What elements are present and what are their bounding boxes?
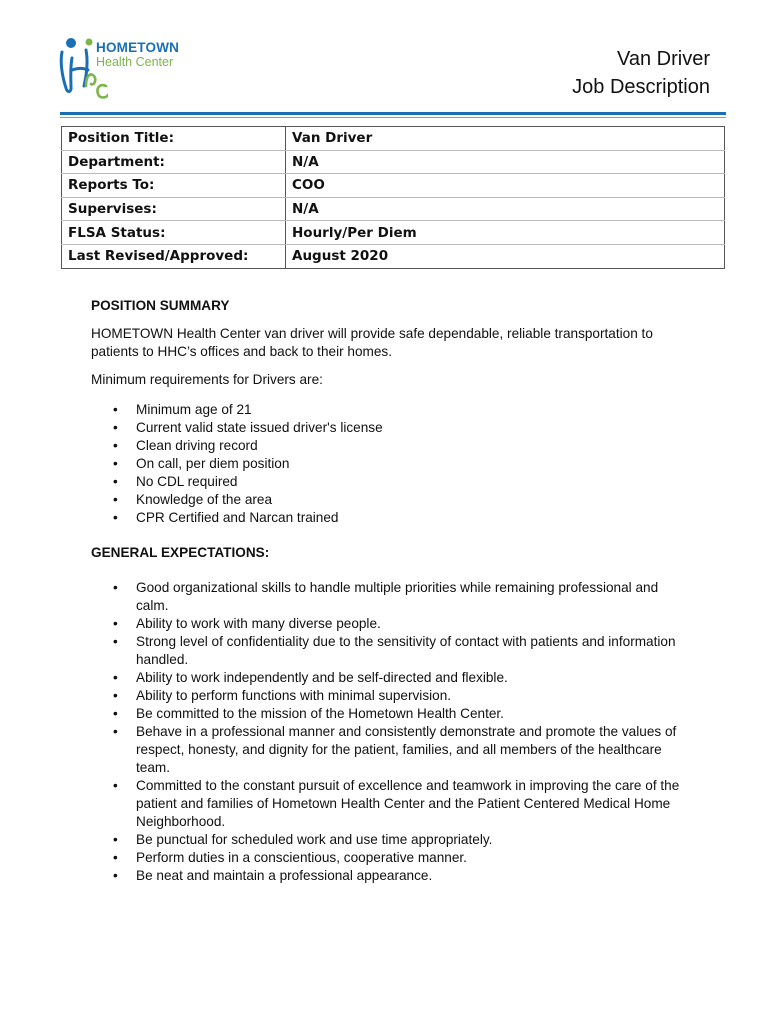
logo-wordmark-line1: HOMETOWN [96, 40, 180, 55]
expectation-item: • Be committed to the mission of the Hometown Health Center. [91, 705, 691, 723]
info-label: Department: [62, 150, 286, 174]
header-rule-green [60, 117, 726, 118]
requirements-list [91, 401, 691, 527]
info-label: Reports To: [62, 174, 286, 198]
document-title [572, 45, 710, 101]
expectation-item: • Committed to the constant pursuit of excellence and teamwork in improving the care of the patient and families of Hometown Health Center and the Patient Centered Medical Home Neighborhood. [91, 777, 691, 831]
position-summary-heading: POSITION SUMMARY [91, 298, 230, 313]
requirement-item: • Current valid state issued driver's license [91, 419, 691, 437]
expectation-item: • Ability to work independently and be self-directed and flexible. [91, 669, 691, 687]
document-body [91, 297, 691, 885]
info-value: Hourly/Per Diem [286, 221, 725, 245]
info-table-row [62, 221, 725, 245]
info-label: Last Revised/Approved: [62, 244, 286, 268]
general-expectations-heading: GENERAL EXPECTATIONS: [91, 545, 270, 560]
requirement-item: • Clean driving record [91, 437, 691, 455]
expectation-item: • Ability to work with many diverse people. [91, 615, 691, 633]
info-label: Position Title: [62, 127, 286, 151]
document-title-line1: Van Driver [617, 48, 710, 70]
expectations-list [91, 579, 691, 885]
expectation-item: • Ability to perform functions with minimal supervision. [91, 687, 691, 705]
info-table-row [62, 244, 725, 268]
position-info-table [61, 126, 725, 269]
info-value: Van Driver [286, 127, 725, 151]
info-table-row [62, 197, 725, 221]
requirement-item: • CPR Certified and Narcan trained [91, 509, 691, 527]
info-table-row [62, 174, 725, 198]
requirements-intro: Minimum requirements for Drivers are: [91, 372, 323, 387]
expectation-item: • Perform duties in a conscientious, cooperative manner. [91, 849, 691, 867]
info-table-row [62, 150, 725, 174]
info-value: N/A [286, 150, 725, 174]
info-value: August 2020 [286, 244, 725, 268]
requirement-item: • No CDL required [91, 473, 691, 491]
expectation-item: • Be neat and maintain a professional appearance. [91, 867, 691, 885]
requirement-item: • On call, per diem position [91, 455, 691, 473]
position-summary-paragraph: HOMETOWN Health Center van driver will provide safe dependable, reliable transportation to patients to HHC’s offices and back to their homes. [91, 326, 653, 359]
expectation-item: • Behave in a professional manner and consistently demonstrate and promote the values of respect, honesty, and dignity for the patient, families, and all members of the healthcare team. [91, 723, 691, 777]
logo-wordmark-line2: Health Center [96, 55, 174, 69]
expectation-item: • Strong level of confidentiality due to the sensitivity of contact with patients and information handled. [91, 633, 691, 669]
info-label: FLSA Status: [62, 221, 286, 245]
info-label: Supervises: [62, 197, 286, 221]
header-rule-blue [60, 112, 726, 115]
document-title-line2: Job Description [572, 76, 710, 98]
company-logo [56, 36, 216, 102]
info-value: N/A [286, 197, 725, 221]
requirement-item: • Minimum age of 21 [91, 401, 691, 419]
requirement-item: • Knowledge of the area [91, 491, 691, 509]
expectation-item: • Be punctual for scheduled work and use time appropriately. [91, 831, 691, 849]
info-table-row [62, 127, 725, 151]
info-value: COO [286, 174, 725, 198]
expectation-item: • Good organizational skills to handle multiple priorities while remaining professional and calm. [91, 579, 691, 615]
